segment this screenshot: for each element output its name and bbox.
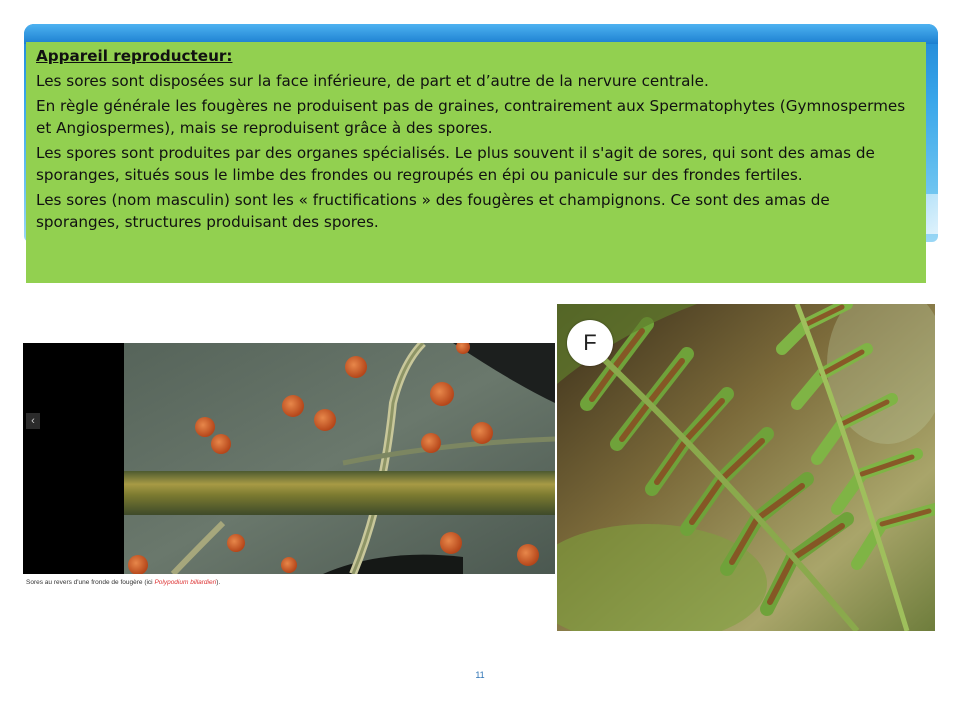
figure-label-badge: F <box>567 320 613 366</box>
paragraph-2: En règle générale les fougères ne produisent pas de graines, contrairement aux Spermatophytes (Gymnospermes et Angiospermes), mais se reproduisent grâce à des spores. <box>36 97 906 137</box>
photo-caption <box>26 579 220 586</box>
content-text-box <box>26 42 926 283</box>
section-heading: Appareil reproducteur: <box>36 47 233 65</box>
paragraph-4: Les sores (nom masculin) sont les « fructifications » des fougères et champignons. Ce sont des amas de sporanges, structures produisant des spores. <box>36 191 830 231</box>
fern-sori-photo <box>23 343 555 574</box>
fern-frond-photo <box>557 304 935 631</box>
previous-arrow-icon[interactable]: ‹ <box>26 413 40 429</box>
frond-underside-image <box>23 343 555 574</box>
paragraph-1: Les sores sont disposées sur la face inférieure, de part et d’autre de la nervure centrale. <box>36 72 709 90</box>
caption-species-link[interactable]: Polypodium billardieri <box>154 579 217 586</box>
paragraph-3: Les spores sont produites par des organes spécialisés. Le plus souvent il s'agit de sores, qui sont des amas de sporanges, situés sous le limbe des frondes ou regroupés en épi ou panicule sur des frondes fertiles. <box>36 144 875 184</box>
slide-number: 11 <box>475 670 485 680</box>
caption-text: Sores au revers d'une fronde de fougère (ici <box>26 579 155 586</box>
frond-closeup-image <box>557 304 935 631</box>
caption-suffix: ). <box>216 579 221 586</box>
banner-highlight <box>24 24 938 44</box>
